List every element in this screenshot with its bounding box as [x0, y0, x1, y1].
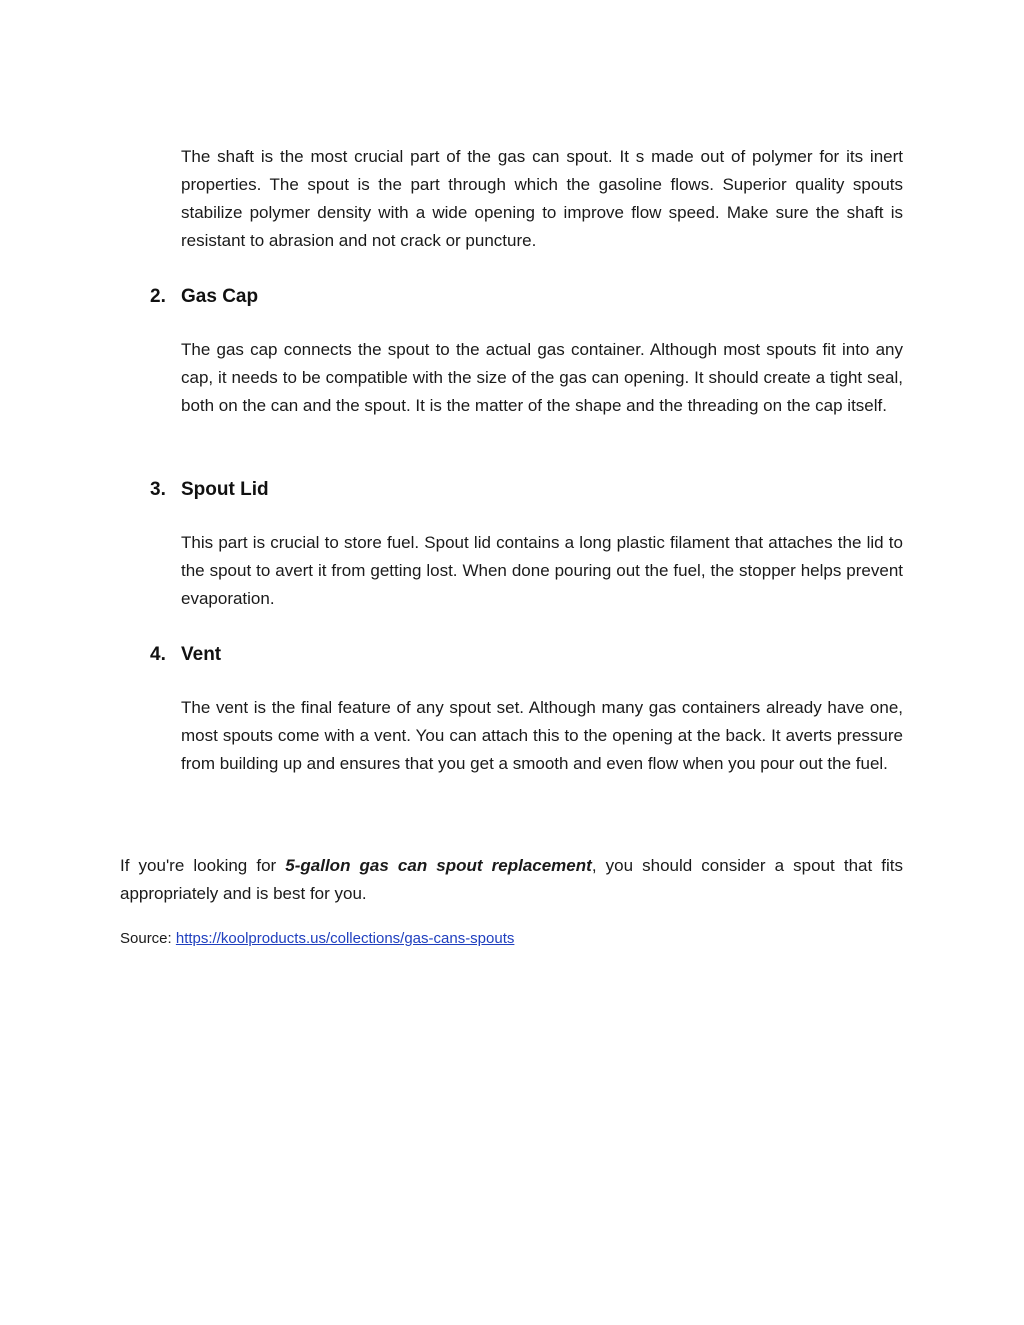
section-heading-spout-lid: [150, 478, 269, 502]
section-number: 2.: [150, 286, 166, 307]
section-title: Vent: [181, 644, 222, 665]
section-title: Spout Lid: [181, 479, 269, 500]
source-label: Source:: [120, 930, 176, 947]
section-heading-gas-cap: [150, 285, 258, 309]
section-title: Gas Cap: [181, 286, 259, 307]
closing-emphasis: 5-gallon gas can spout replacement: [285, 856, 592, 875]
gas-cap-paragraph: The gas cap connects the spout to the actual gas container. Although most spouts fit into any cap, it needs to be compatible with the size of the gas can opening. It should create a tight seal, both on the can and the spout. It is the matter of the shape and the threading on the cap itself.: [181, 340, 903, 415]
spout-lid-paragraph: This part is crucial to store fuel. Spout lid contains a long plastic filament that attaches the lid to the spout to avert it from getting lost. When done pouring out the fuel, the stopper helps prevent evaporation.: [181, 533, 903, 608]
section-number: 3.: [150, 479, 166, 500]
closing-text-after: , you should consider a spout that fits appropriately and is best for you.: [120, 856, 904, 903]
closing-paragraph: [120, 852, 903, 908]
source-line: [120, 928, 514, 950]
closing-text-before: If you're looking for: [120, 856, 286, 875]
source-link[interactable]: https://koolproducts.us/collections/gas-cans-spouts: [175, 930, 515, 947]
shaft-paragraph: The shaft is the most crucial part of the gas can spout. It s made out of polymer for its inert properties. The spout is the part through which the gasoline flows. Superior quality spouts stabilize polymer density with a wide opening to improve flow speed. Make sure the shaft is resistant to abrasion and not crack or puncture.: [181, 147, 903, 250]
vent-paragraph: The vent is the final feature of any spout set. Although many gas containers already have one, most spouts come with a vent. You can attach this to the opening at the back. It averts pressure from building up and ensures that you get a smooth and even flow when you pour out the fuel.: [181, 698, 903, 773]
section-heading-vent: [150, 643, 221, 667]
section-number: 4.: [150, 644, 166, 665]
